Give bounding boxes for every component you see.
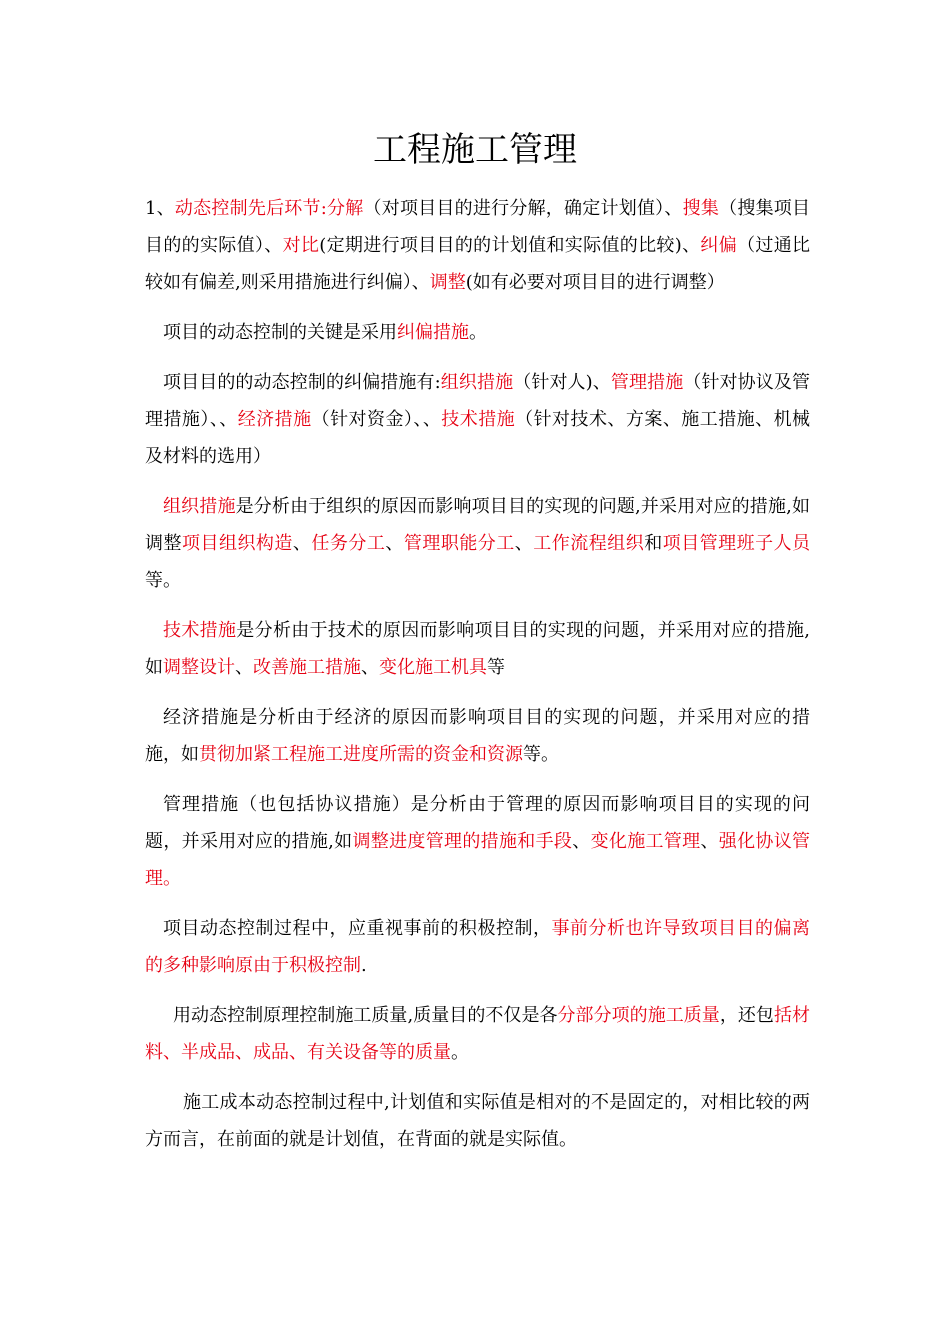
- text-segment: 、: [514, 533, 534, 554]
- highlighted-text: 改善施工措施: [253, 657, 361, 678]
- text-segment: 、: [292, 533, 312, 554]
- highlighted-text: 管理职能分工: [403, 533, 515, 554]
- highlighted-text: 项目组织构造: [181, 533, 293, 554]
- text-segment: 等。: [523, 744, 559, 765]
- text-segment: （针对技术、方案、施工措施、机械及材料的选用）: [145, 409, 811, 467]
- text-segment: 用动态控制原理控制施工质量,质量目的不仅是各: [173, 1005, 558, 1026]
- text-segment: 是分析由于技术的原因而影响项目目的实现的问题，并采用对应的措施,如: [145, 620, 811, 678]
- highlighted-text: 技术措施: [163, 620, 237, 641]
- highlighted-text: 调整设计: [163, 657, 235, 678]
- highlighted-text: 搜集: [682, 198, 720, 219]
- highlighted-text: 强化协议管理。: [145, 831, 811, 889]
- highlighted-text: 管理措施: [610, 372, 684, 393]
- text-segment: 。: [469, 322, 487, 343]
- highlighted-text: 任务分工: [311, 533, 386, 554]
- paragraph: [145, 699, 810, 773]
- highlighted-text: 变化施工管理: [590, 831, 701, 852]
- text-segment: （搜集项目目的的实际值）、: [145, 198, 811, 256]
- text-segment: 项目目的的动态控制的纠偏措施有:: [163, 372, 441, 393]
- highlighted-text: 事前分析也许导致项目目的偏离的多种影响原由于积极控制: [145, 918, 810, 976]
- page-title: 工程施工管理: [373, 130, 577, 170]
- highlighted-text: 分部分项的施工质量: [557, 1005, 720, 1026]
- highlighted-text: 纠偏措施: [397, 322, 469, 343]
- text-segment: 、: [385, 533, 404, 554]
- paragraph: [145, 314, 810, 351]
- text-segment: 1、: [145, 198, 175, 219]
- text-segment: （针对人)、: [513, 372, 611, 393]
- text-segment: (如有必要对项目目的进行调整）: [465, 272, 725, 293]
- highlighted-text: 组织措施: [163, 496, 236, 517]
- highlighted-text: 经济措施: [237, 409, 312, 430]
- highlighted-text: 变化施工机具: [379, 657, 487, 678]
- text-segment: （对项目目的进行分解，确定计划值）、: [363, 198, 683, 219]
- highlighted-text: 贯彻加紧工程施工进度所需的资金和资源: [199, 744, 523, 765]
- text-segment: 、: [700, 831, 719, 852]
- text-segment: 施工成本动态控制过程中,计划值和实际值是相对的不是固定的，对相比较的两方而言，在前面的就是计划值，在背面的就是实际值。: [145, 1092, 810, 1150]
- paragraph: [145, 910, 810, 984]
- text-segment: 和: [644, 533, 663, 554]
- highlighted-text: 工作流程组织: [533, 533, 645, 554]
- highlighted-text: 组织措施: [440, 372, 514, 393]
- text-segment: 是分析由于组织的原因而影响项目目的实现的问题,并采用对应的措施,如调整: [145, 496, 810, 554]
- text-segment: (定期进行项目目的的计划值和实际值的比较)、: [319, 235, 701, 256]
- highlighted-text: 动态控制先后环节:分解: [174, 198, 364, 219]
- highlighted-text: 调整: [429, 272, 466, 293]
- paragraph: [145, 612, 810, 686]
- text-segment: （针对资金）、、: [311, 409, 442, 430]
- highlighted-text: 调整进度管理的措施和手段: [352, 831, 573, 852]
- text-segment: 项目动态控制过程中，应重视事前的积极控制，: [163, 918, 552, 939]
- paragraph: [145, 364, 810, 475]
- text-segment: 、: [572, 831, 591, 852]
- text-segment: 、: [235, 657, 253, 678]
- text-segment: .: [361, 955, 367, 976]
- paragraph: [145, 1084, 810, 1158]
- text-segment: 等。: [145, 570, 181, 591]
- text-segment: ，还包: [719, 1005, 774, 1026]
- highlighted-text: 对比: [282, 235, 320, 256]
- paragraph: [145, 997, 810, 1071]
- highlighted-text: 技术措施: [441, 409, 516, 430]
- text-segment: 管理措施（也包括协议措施）是分析由于管理的原因而影响项目目的实现的问题，并采用对应的措施,如: [145, 794, 810, 852]
- paragraph: [145, 786, 810, 897]
- highlighted-text: 纠偏: [700, 235, 738, 256]
- text-segment: 。: [451, 1042, 469, 1063]
- highlighted-text: 括材料、半成品、成品、有关设备等的质量: [145, 1005, 810, 1063]
- paragraph: [145, 190, 810, 301]
- text-segment: 等: [487, 657, 505, 678]
- document-body: [145, 190, 810, 1171]
- text-segment: 经济措施是分析由于经济的原因而影响项目目的实现的问题，并采用对应的措施，如: [145, 707, 810, 765]
- paragraph: [145, 488, 810, 599]
- text-segment: （过通比较如有偏差,则采用措施进行纠偏）、: [145, 235, 811, 293]
- text-segment: （针对协议及管理措施）、、: [145, 372, 810, 430]
- text-segment: 项目的动态控制的关键是采用: [163, 322, 397, 343]
- text-segment: 、: [361, 657, 379, 678]
- highlighted-text: 项目管理班子人员: [662, 533, 811, 554]
